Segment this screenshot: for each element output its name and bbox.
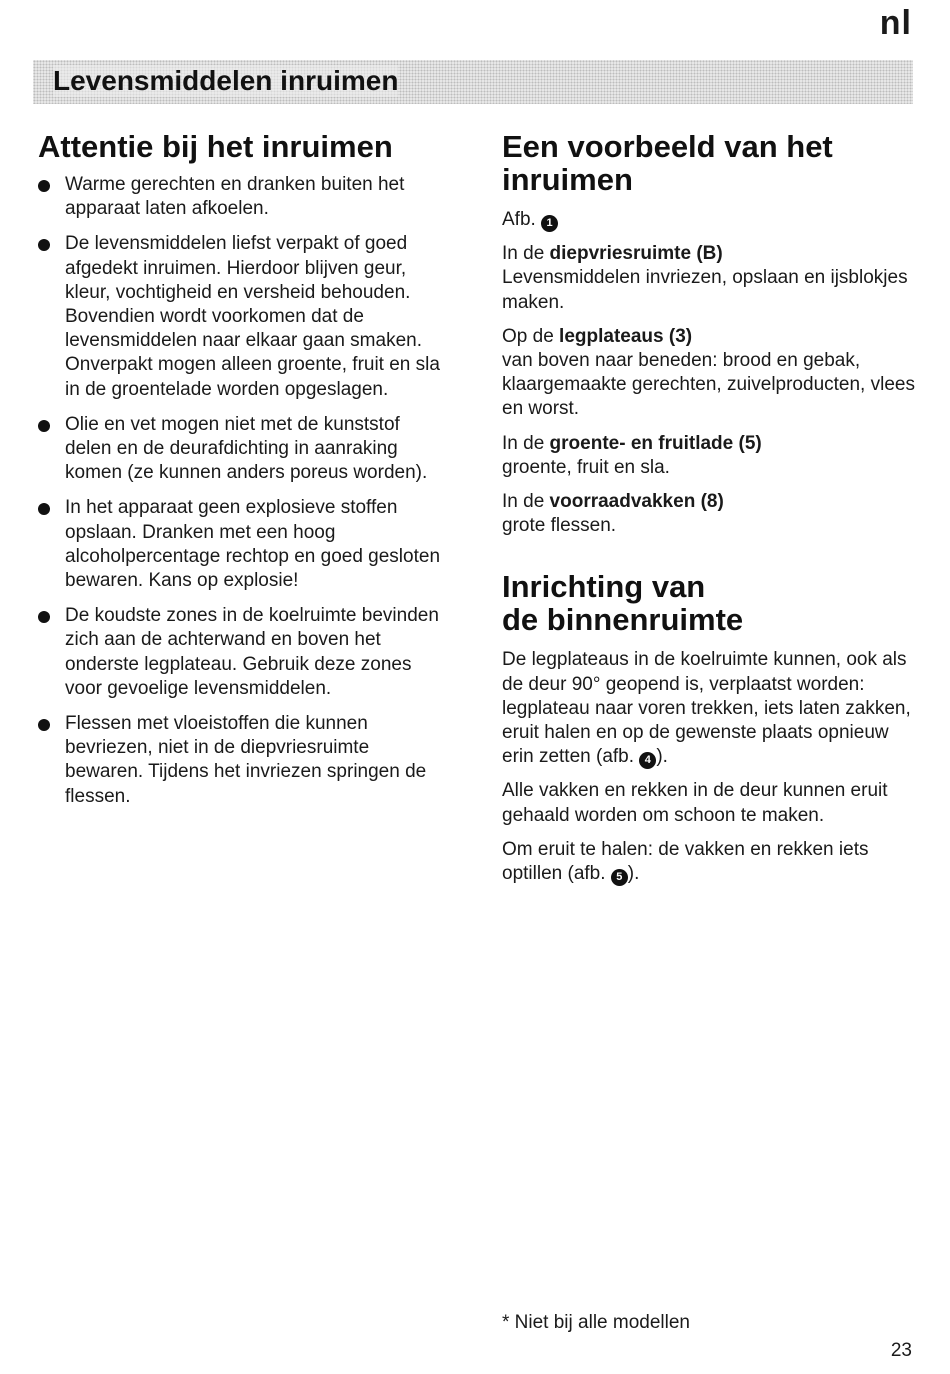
right-column xyxy=(502,130,922,886)
paragraph-text: ). xyxy=(627,863,640,885)
heading-line: Inrichting van xyxy=(502,569,706,605)
entry-title xyxy=(502,325,922,349)
bullet-icon xyxy=(38,719,50,731)
entry-bold: groente- en fruitlade (5) xyxy=(549,432,762,454)
paragraph-text: ). xyxy=(656,746,668,768)
entry-prefix: In de xyxy=(502,243,550,265)
heading-attention: Attentie bij het inruimen xyxy=(38,129,393,164)
section-banner xyxy=(33,60,913,104)
attention-bullet-list xyxy=(38,173,448,809)
figure-number-icon: 4 xyxy=(639,752,656,769)
bullet-text: In het apparaat geen explosieve stoffen opslaan. Dranken met een hoog alcoholpercentage rechtop en goed gesloten bewaren. Kans op explosie! xyxy=(65,497,441,592)
list-item xyxy=(38,232,448,401)
figure-number-icon: 5 xyxy=(611,869,628,886)
language-code: nl xyxy=(879,4,912,42)
bullet-icon xyxy=(38,180,50,192)
entry-prefix: In de xyxy=(502,491,550,513)
interior-paragraph xyxy=(502,838,922,886)
entry-text: grote flessen. xyxy=(502,515,617,537)
bullet-icon xyxy=(38,503,50,515)
interior-paragraph xyxy=(502,648,922,769)
bullet-text: Warme gerechten en dranken buiten het apparaat laten afkoelen. xyxy=(65,174,405,220)
heading-example: Een voorbeeld van het inruimen xyxy=(502,129,833,197)
list-item xyxy=(38,712,448,809)
entry-vegetable-drawer xyxy=(502,432,922,480)
footnote: * Niet bij alle modellen xyxy=(502,1312,690,1333)
bullet-text: Olie en vet mogen niet met de kunststof delen en de deurafdichting in aanraking komen (ze kunnen anders poreus worden). xyxy=(65,413,428,484)
entry-bold: voorraadvakken (8) xyxy=(549,491,724,513)
bullet-text: Flessen met vloeistoffen die kunnen bevriezen, niet in de diepvriesruimte bewaren. Tijdens het invriezen springen de flessen. xyxy=(65,713,427,807)
list-item xyxy=(38,604,448,701)
figure-number-icon: 1 xyxy=(541,215,558,232)
entry-storage-compartments xyxy=(502,490,922,538)
list-item xyxy=(38,413,448,486)
entry-title xyxy=(502,242,922,266)
bullet-icon xyxy=(38,420,50,432)
entry-bold: legplateaus (3) xyxy=(559,325,693,347)
list-item xyxy=(38,173,448,221)
entry-title xyxy=(502,432,922,456)
page-number: 23 xyxy=(890,1340,912,1361)
interior-paragraph: Alle vakken en rekken in de deur kunnen eruit gehaald worden om schoon te maken. xyxy=(502,780,888,826)
list-item xyxy=(38,496,448,593)
entry-bold: diepvriesruimte (B) xyxy=(549,243,723,265)
interior-section xyxy=(502,570,922,886)
entry-text: Levensmiddelen invriezen, opslaan en ijsblokjes maken. xyxy=(502,267,908,313)
entry-freezer xyxy=(502,242,922,315)
heading-interior xyxy=(502,570,922,636)
paragraph-text: Om eruit te halen: de vakken en rekken iets optillen (afb. xyxy=(502,838,869,885)
left-column xyxy=(38,130,448,820)
entry-prefix: In de xyxy=(502,432,550,454)
figure-reference xyxy=(502,208,922,232)
afb-label: Afb. xyxy=(502,209,536,230)
entry-text: van boven naar beneden: brood en gebak, klaargemaakte gerechten, zuivelproducten, vlees en worst. xyxy=(502,350,915,420)
bullet-icon xyxy=(38,239,50,251)
bullet-icon xyxy=(38,611,50,623)
entry-shelves xyxy=(502,325,922,422)
paragraph-text: De legplateaus in de koelruimte kunnen, ook als de deur 90° geopend is, verplaatst worden: legplateau naar voren trekken, iets laten zakken, eruit halen en op de gewenste plaats opnieuw erin zetten (afb. xyxy=(502,649,911,768)
entry-title xyxy=(502,490,922,514)
heading-line: de binnenruimte xyxy=(502,602,744,638)
bullet-text: De koudste zones in de koelruimte bevinden zich aan de achterwand en boven het onderste legplateau. Gebruik deze zones voor gevoelige levensmiddelen. xyxy=(65,605,439,699)
entry-prefix: Op de xyxy=(502,325,560,347)
banner-title: Levensmiddelen inruimen xyxy=(53,65,399,96)
entry-text: groente, fruit en sla. xyxy=(502,456,670,478)
bullet-text: De levensmiddelen liefst verpakt of goed afgedekt inruimen. Hierdoor blijven geur, kleur, vochtigheid en versheid behouden. Bovendien wordt voorkomen dat de levensmiddelen naar elkaar gaan smaken. Onverpakt mogen alleen groente, fruit en sla in de groentelade worden opgeslagen. xyxy=(65,233,440,400)
